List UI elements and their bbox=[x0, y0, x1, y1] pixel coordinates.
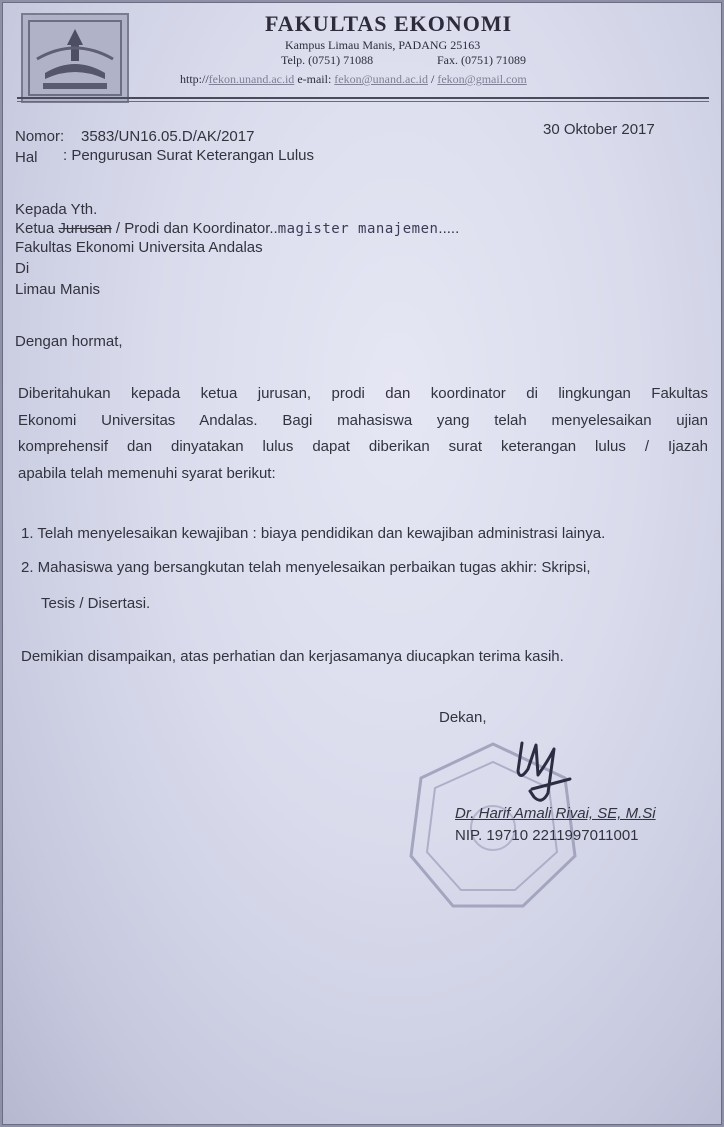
recipient-line-1 bbox=[15, 220, 459, 237]
letterhead-divider-thin bbox=[17, 101, 709, 102]
nomor-label: Nomor: bbox=[15, 128, 65, 145]
signatory-name: Dr. Harif Amali Rivai, SE, M.Si bbox=[455, 805, 656, 822]
phone-number: Telp. (0751) 71088 bbox=[281, 53, 374, 67]
paragraph-line: komprehensif dan dinyatakan lulus dapat diberikan surat keterangan lulus / Ijazah bbox=[18, 438, 708, 455]
email-label: e-mail: bbox=[297, 72, 332, 86]
paragraph-line: Ekonomi Universitas Andalas. Bagi mahasiswa yang telah menyelesaikan ujian bbox=[18, 411, 708, 429]
nomor-value: 3583/UN16.05.D/AK/2017 bbox=[81, 128, 255, 145]
signatory-role bbox=[439, 709, 487, 726]
university-logo bbox=[21, 13, 129, 103]
recipient-line-3: Di bbox=[15, 260, 30, 277]
dekan-label: Dekan, bbox=[439, 709, 487, 726]
fax-number: Fax. (0751) 71089 bbox=[437, 53, 526, 67]
paragraph-line: apabila telah memenuhi syarat berikut: bbox=[18, 464, 276, 482]
body-paragraph bbox=[18, 381, 708, 487]
requirement-item-2: 2. Mahasiswa yang bersangkutan telah menyelesaikan perbaikan tugas akhir: Skripsi, bbox=[21, 559, 591, 576]
handwritten-program: magister manajemen bbox=[277, 221, 439, 237]
recipient-line-4: Limau Manis bbox=[15, 281, 101, 298]
letter-date: 30 Oktober 2017 bbox=[543, 121, 655, 138]
paragraph-line: Diberitahukan kepada ketua jurusan, prodi dan koordinator di lingkungan Fakultas bbox=[18, 385, 708, 402]
closing-sentence: Demikian disampaikan, atas perhatian dan kerjasamanya diucapkan terima kasih. bbox=[21, 648, 564, 665]
requirement-item-2-cont: Tesis / Disertasi. bbox=[41, 595, 151, 612]
email-link-1[interactable]: fekon@unand.ac.id bbox=[334, 72, 428, 86]
recipient-mid: / Prodi dan Koordinator.. bbox=[115, 220, 278, 237]
letterhead-divider bbox=[17, 97, 709, 99]
requirement-item-1: 1. Telah menyelesaikan kewajiban : biaya pendidikan dan kewajiban administrasi lainya. bbox=[21, 525, 606, 542]
campus-address: Kampus Limau Manis, PADANG 25163 bbox=[285, 38, 481, 52]
recipient-line-2: Fakultas Ekonomi Universita Andalas bbox=[15, 239, 263, 256]
hal-label: Hal bbox=[15, 149, 38, 166]
signatory-nip: NIP. 19710 2211997011001 bbox=[455, 827, 639, 844]
greeting: Dengan hormat, bbox=[15, 333, 123, 350]
struck-word: Jurusan bbox=[58, 220, 112, 237]
institution-name: FAKULTAS EKONOMI bbox=[265, 11, 513, 36]
email-link-2[interactable]: fekon@gmail.com bbox=[437, 72, 527, 86]
hal-value: : Pengurusan Surat Keterangan Lulus bbox=[63, 147, 315, 164]
website-link[interactable]: fekon.unand.ac.id bbox=[208, 72, 295, 86]
email-separator: / bbox=[430, 72, 435, 86]
recipient-dots: ..... bbox=[438, 220, 460, 237]
web-prefix: http:// bbox=[180, 72, 209, 86]
recipient-prefix: Ketua bbox=[15, 220, 55, 237]
contact-line bbox=[180, 72, 527, 87]
recipient-salutation: Kepada Yth. bbox=[15, 201, 98, 218]
letter-page bbox=[2, 2, 722, 1125]
handwritten-signature bbox=[508, 731, 588, 811]
